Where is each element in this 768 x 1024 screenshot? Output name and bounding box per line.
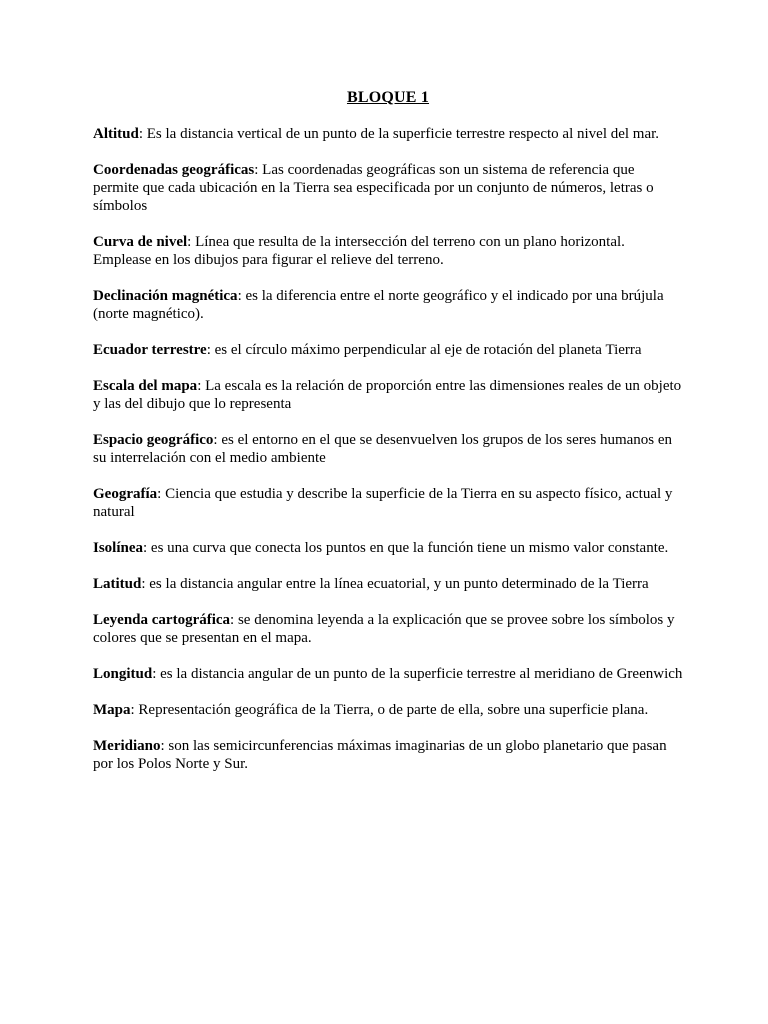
glossary-entry-escala: [93, 377, 683, 413]
entry-definition: : Línea que resulta de la intersección del terreno con un plano horizontal. Emplease en los dibujos para figurar el relieve del terreno.: [93, 234, 625, 268]
glossary-entry-altitud: [93, 125, 683, 143]
entry-definition: : Ciencia que estudia y describe la superficie de la Tierra en su aspecto físico, actual y natural: [93, 486, 673, 520]
entry-definition: : Las coordenadas geográficas son un sistema de referencia que permite que cada ubicación en la Tierra sea especificada por un conjunto de números, letras o símbolos: [93, 162, 654, 214]
entry-term: Declinación magnética: [93, 288, 238, 304]
glossary-entry-ecuador: [93, 341, 683, 359]
entry-term: Geografía: [93, 486, 158, 502]
entry-definition: : es el entorno en el que se desenvuelven los grupos de los seres humanos en su interrelación con el medio ambiente: [93, 432, 673, 466]
entry-term: Curva de nivel: [93, 234, 188, 250]
entry-definition: : La escala es la relación de proporción entre las dimensiones reales de un objeto y las del dibujo que lo representa: [93, 378, 682, 412]
entry-definition: : es la diferencia entre el norte geográfico y el indicado por una brújula (norte magnético).: [93, 288, 664, 322]
glossary-entry-espacio: [93, 431, 683, 467]
glossary-entry-latitud: [93, 575, 683, 593]
glossary-entry-longitud: [93, 665, 683, 683]
entry-term: Isolínea: [93, 540, 144, 556]
entry-term: Coordenadas geográficas: [93, 162, 255, 178]
glossary-entry-declinacion: [93, 287, 683, 323]
document-page: [93, 88, 683, 791]
entry-term: Latitud: [93, 576, 142, 592]
entry-term: Mapa: [93, 702, 131, 718]
glossary-entry-geografia: [93, 485, 683, 521]
glossary-entry-coordenadas: [93, 161, 683, 215]
entry-definition: : es el círculo máximo perpendicular al eje de rotación del planeta Tierra: [206, 342, 642, 358]
entry-definition: : es la distancia angular entre la línea ecuatorial, y un punto determinado de la Tierra: [141, 576, 649, 592]
document-title: BLOQUE 1: [346, 89, 430, 106]
entry-term: Espacio geográfico: [93, 432, 214, 448]
entry-definition: : son las semicircunferencias máximas imaginarias de un globo planetario que pasan por los Polos Norte y Sur.: [93, 738, 667, 772]
glossary-entry-curva-de-nivel: [93, 233, 683, 269]
entry-definition: : es una curva que conecta los puntos en que la función tiene un mismo valor constante.: [143, 540, 669, 556]
entry-term: Escala del mapa: [93, 378, 198, 394]
entry-term: Meridiano: [93, 738, 161, 754]
entry-definition: : es la distancia angular de un punto de la superficie terrestre al meridiano de Greenwich: [152, 666, 683, 682]
entry-term: Ecuador terrestre: [93, 342, 207, 358]
glossary-entry-mapa: [93, 701, 683, 719]
entry-term: Longitud: [93, 666, 153, 682]
glossary-entry-isolinea: [93, 539, 683, 557]
glossary-entry-meridiano: [93, 737, 683, 773]
entry-definition: : Es la distancia vertical de un punto de la superficie terrestre respecto al nivel del mar.: [138, 126, 660, 142]
glossary-entry-leyenda: [93, 611, 683, 647]
entry-definition: : Representación geográfica de la Tierra, o de parte de ella, sobre una superficie plana.: [130, 702, 649, 718]
entry-term: Altitud: [93, 126, 139, 142]
entry-definition: : se denomina leyenda a la explicación que se provee sobre los símbolos y colores que se presentan en el mapa.: [93, 612, 675, 646]
entry-term: Leyenda cartográfica: [93, 612, 231, 628]
